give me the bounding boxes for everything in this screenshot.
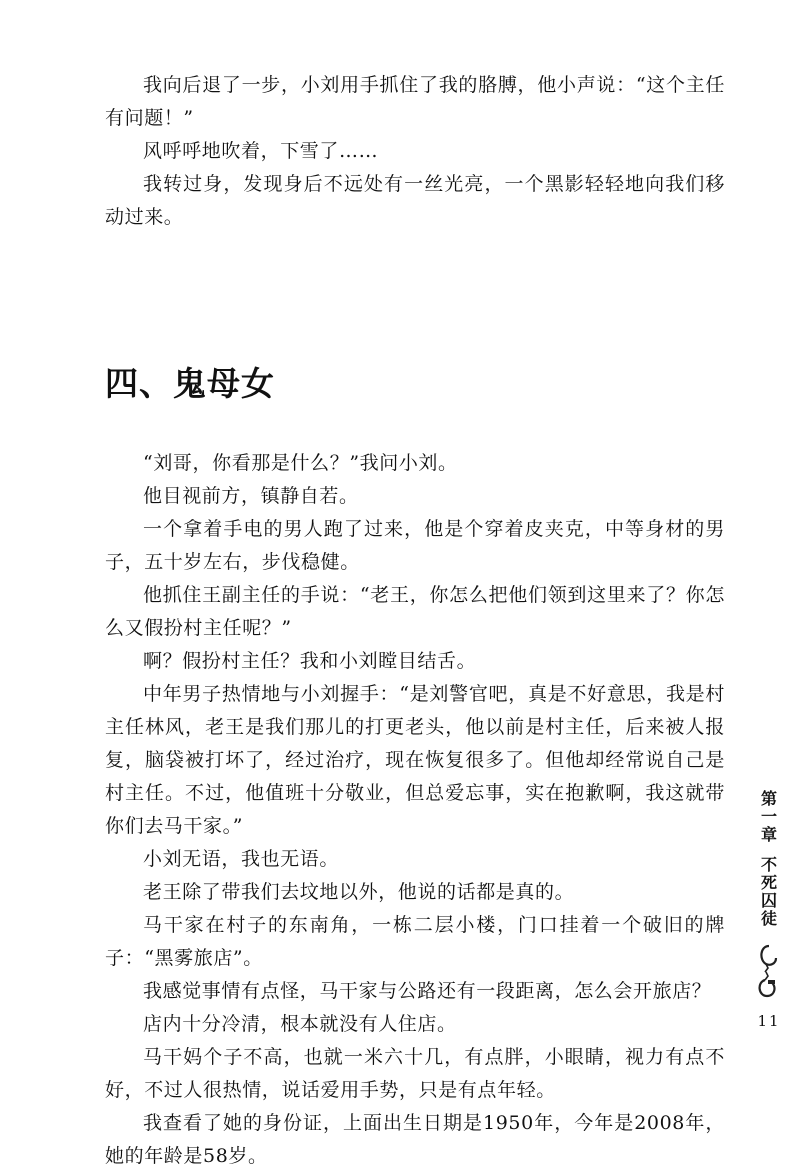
paragraph: 我感觉事情有点怪，马干家与公路还有一段距离，怎么会开旅店？ [143,980,712,1002]
chapter-label-char: 章 [760,825,777,844]
paragraph: 马干妈个子不高，也就一米六十几，有点胖，小眼睛，视力有点不好，不过人很热情，说话爱用手势，只是有点年轻。 [105,1046,725,1101]
paragraph: 我查看了她的身份证，上面出生日期是1950年，今年是2008年，她的年龄是58岁。 [105,1112,725,1167]
paragraph: 啊？假扮村主任？我和小刘瞠目结舌。 [143,650,477,672]
paragraph: 他抓住王副主任的手说：“老王，你怎么把他们领到这里来了？你怎么又假扮村主任呢？” [105,584,725,639]
paragraph: 他目视前方，镇静自若。 [143,485,359,507]
section-title: 四、鬼母女 [105,364,275,403]
page-number: 11 [757,1012,781,1030]
chapter-label-char: 一 [760,807,777,826]
paragraph: 中年男子热情地与小刘握手：“是刘警官吧，真是不好意思，我是村主任林风，老王是我们那儿的打更老头，他以前是村主任，后来被人报复，脑袋被打坏了，经过治疗，现在恢复很多了。但他却经常说自己是村主任。不过，他值班十分敬业，但总爱忘事，实在抱歉啊，我这就带你们去马干家。” [105,683,725,837]
top-text-block [105,69,725,234]
paragraph: 老王除了带我们去坟地以外，他说的话都是真的。 [143,881,575,903]
paragraph: 一个拿着手电的男人跑了过来，他是个穿着皮夹克，中等身材的男子，五十岁左右，步伐稳健。 [105,518,725,573]
chapter-sidebar [757,790,781,1006]
handcuffs-icon [754,938,784,1006]
paragraph: 小刘无语，我也无语。 [143,848,340,870]
paragraph: 店内十分冷清，根本就没有人住店。 [143,1013,457,1035]
paragraph: 马干家在村子的东南角，一栋二层小楼，门口挂着一个破旧的牌子：“黑雾旅店”。 [105,914,725,969]
chapter-title-char: 死 [760,873,777,892]
chapter-title-char: 囚 [760,891,777,910]
chapter-label-char: 第 [760,789,777,808]
paragraph: 我转过身，发现身后不远处有一丝光亮，一个黑影轻轻地向我们移动过来。 [105,173,725,228]
paragraph: “刘哥，你看那是什么？”我问小刘。 [143,452,458,474]
chapter-title-char: 徒 [760,909,777,928]
paragraph: 我向后退了一步，小刘用手抓住了我的胳膊，他小声说：“这个主任有问题！” [105,74,725,129]
main-text-block [105,447,725,1173]
chapter-title-char: 不 [760,855,777,874]
paragraph: 风呼呼地吹着，下雪了…… [143,140,379,162]
